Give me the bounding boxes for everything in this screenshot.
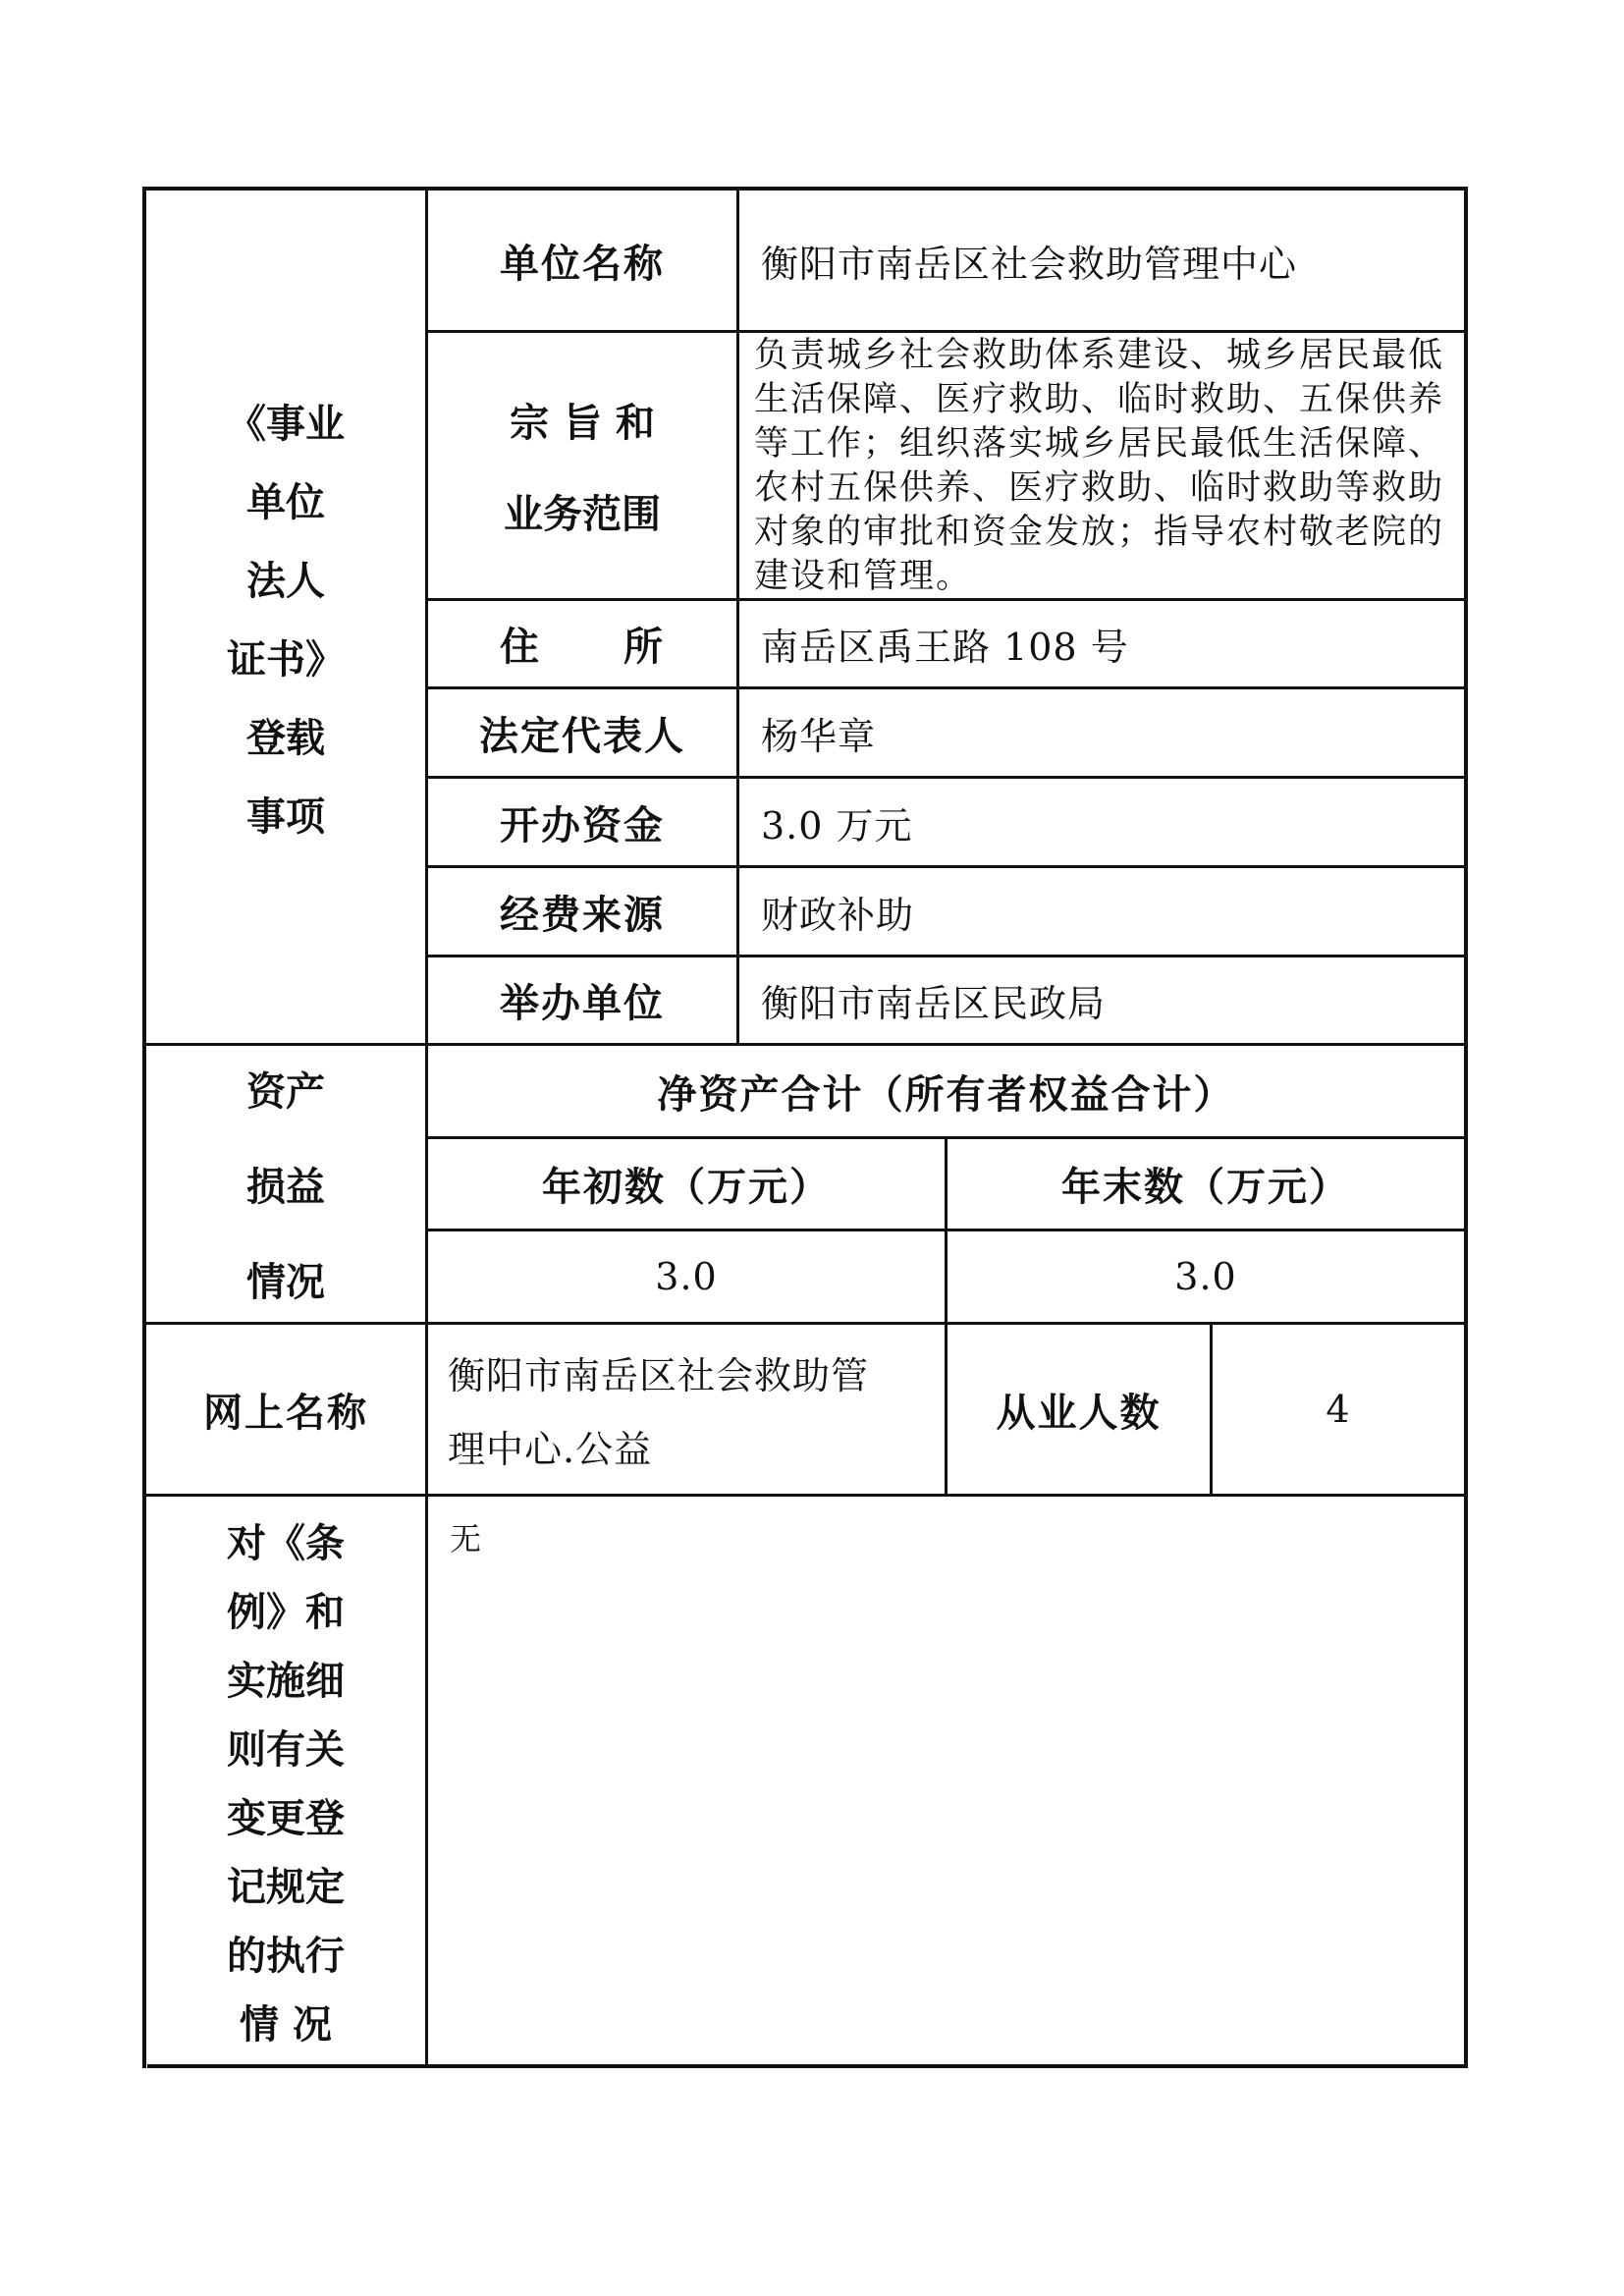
purpose-label (428, 333, 736, 598)
staff-count-label: 从业人数 (996, 1390, 1162, 1436)
online-name-value (428, 1325, 945, 1494)
begin-year-header: 年初数（万元） (542, 1165, 831, 1210)
border-right (1464, 187, 1468, 2068)
legal-rep-value: 杨华章 (761, 714, 877, 758)
legal-rep-label: 法定代表人 (479, 713, 685, 759)
capital-value: 3.0 万元 (761, 803, 913, 847)
label-line: 业务范围 (504, 492, 661, 537)
border-bottom (147, 2064, 1468, 2068)
label-line: 宗 旨 和 (510, 401, 655, 446)
label-line: 对《条 (227, 1520, 345, 1566)
address-value: 南岳区禹王路 108 号 (761, 626, 1129, 669)
regulation-section-label (146, 1497, 425, 2064)
regulation-value: 无 (450, 1520, 484, 1558)
online-name-label: 网上名称 (203, 1390, 368, 1436)
online-name-line: 衡阳市南岳区社会救助管 (448, 1354, 870, 1397)
online-name-line: 理中心.公益 (448, 1428, 653, 1471)
label-line: 法人 (246, 558, 325, 604)
label-line: 《事业 (227, 401, 345, 447)
label-line: 损益 (246, 1165, 325, 1210)
funding-value: 财政补助 (761, 893, 915, 937)
end-year-header: 年末数（万元） (1061, 1165, 1350, 1210)
address-label: 住 所 (500, 625, 665, 670)
end-year-value: 3.0 (1174, 1255, 1237, 1298)
label-line: 事项 (246, 793, 325, 840)
label-line: 单位 (246, 479, 325, 525)
label-line: 记规定 (227, 1864, 345, 1910)
sponsor-label: 举办单位 (500, 981, 665, 1026)
label-line: 证书》 (227, 636, 345, 683)
label-line: 的执行 (227, 1933, 345, 1979)
label-line: 登载 (246, 715, 325, 761)
label-line: 例》和 (227, 1589, 345, 1635)
staff-count-value: 4 (1326, 1388, 1351, 1431)
begin-year-value: 3.0 (655, 1255, 718, 1298)
capital-label: 开办资金 (500, 802, 665, 848)
certificate-section-label (146, 191, 425, 1043)
unit-name-value: 衡阳市南岳区社会救助管理中心 (761, 242, 1298, 286)
label-line: 资产 (246, 1069, 325, 1115)
label-line: 情况 (246, 1260, 325, 1305)
unit-name-label: 单位名称 (500, 241, 665, 287)
label-line: 实施细 (227, 1658, 345, 1704)
funding-label: 经费来源 (500, 892, 665, 938)
label-line: 则有关 (227, 1726, 345, 1773)
net-assets-header: 净资产合计（所有者权益合计） (657, 1071, 1235, 1118)
assets-section-label (146, 1046, 425, 1322)
label-line: 变更登 (227, 1795, 345, 1841)
label-line: 情 况 (240, 2001, 332, 2048)
purpose-value: 负责城乡社会救助体系建设、城乡居民最低生活保障、医疗救助、临时救助、五保供养等工作；组织落实城乡居民最低生活保障、农村五保供养、医疗救助、临时救助等救助对象的审批和资金发放；指导农村敬老院的建设和管理。 (754, 336, 1445, 596)
sponsor-value: 衡阳市南岳区民政局 (761, 982, 1107, 1025)
